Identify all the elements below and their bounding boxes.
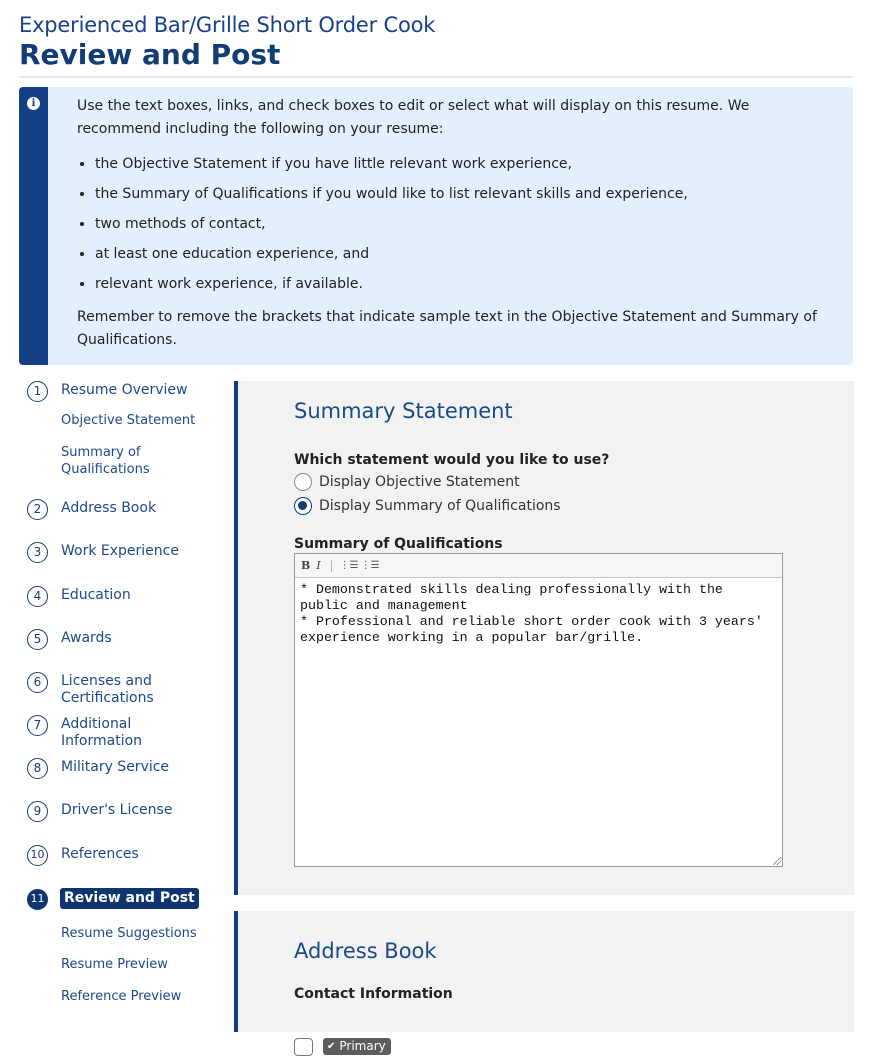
italic-button[interactable]: I [316, 559, 321, 572]
info-alert-content [77, 95, 827, 352]
radio-button[interactable] [294, 473, 312, 491]
step-number: 11 [27, 889, 48, 910]
resize-handle-icon[interactable] [773, 857, 781, 865]
info-icon: i [27, 97, 40, 110]
summary-rich-text-editor[interactable] [294, 553, 783, 867]
bullet-list-icon[interactable]: ⋮☰ [339, 560, 359, 571]
job-title: Experienced Bar/Grille Short Order Cook [19, 13, 436, 37]
step-number: 1 [27, 381, 48, 402]
info-bullet: • the Summary of Qualifications if you would like to list relevant skills and experience, [95, 183, 827, 206]
step-label: Driver's License [61, 802, 173, 818]
nav-sub-resume-preview[interactable]: Resume Preview [61, 957, 168, 972]
toolbar-separator [331, 560, 332, 572]
nav-sub-reference-preview[interactable]: Reference Preview [61, 989, 182, 1004]
step-label: Address Book [61, 500, 157, 516]
info-bullet-list [77, 153, 827, 296]
radio-objective-statement[interactable] [294, 473, 520, 491]
radio-summary-of-qualifications[interactable] [294, 497, 561, 515]
editor-toolbar [295, 554, 782, 578]
step-number: 6 [27, 672, 48, 693]
nav-sub-objective-statement[interactable]: Objective Statement [61, 413, 196, 428]
address-book-title: Address Book [294, 939, 437, 963]
info-intro: Use the text boxes, links, and check boxes to edit or select what will display on this resume. We recommend including the following on your resume: [77, 98, 750, 137]
step-label: Awards [61, 630, 112, 646]
nav-step-education[interactable] [27, 586, 131, 607]
nav-step-work-experience[interactable] [27, 542, 179, 563]
statement-question: Which statement would you like to use? [294, 452, 610, 468]
step-label: Work Experience [61, 543, 179, 559]
nav-sub-resume-suggestions[interactable]: Resume Suggestions [61, 926, 197, 941]
radio-button-selected[interactable] [294, 497, 312, 515]
info-bullet: • two methods of contact, [95, 213, 827, 236]
nav-step-additional-information[interactable] [27, 715, 171, 750]
resume-steps-nav [19, 380, 219, 1032]
info-outro: Remember to remove the brackets that indicate sample text in the Objective Statement and Summary of Qualifications. [77, 309, 817, 348]
nav-step-military-service[interactable] [27, 758, 169, 779]
nav-step-review-and-post[interactable] [27, 889, 199, 910]
info-alert-bar [19, 87, 48, 365]
page-title: Review and Post [19, 38, 281, 71]
nav-step-licenses-certifications[interactable] [27, 672, 171, 707]
info-bullet: • the Objective Statement if you have little relevant work experience, [95, 153, 827, 176]
bold-button[interactable]: B [301, 559, 311, 572]
contact-information-label: Contact Information [294, 986, 453, 1002]
numbered-list-icon[interactable]: ⋮☰ [360, 560, 380, 571]
step-number: 4 [27, 586, 48, 607]
primary-badge [323, 1038, 391, 1055]
step-label: Additional Information [61, 716, 143, 749]
summary-statement-title: Summary Statement [294, 399, 513, 423]
step-label: Resume Overview [61, 382, 188, 398]
nav-step-references[interactable] [27, 845, 139, 866]
address-book-panel [234, 911, 854, 1053]
info-bullet: • at least one education experience, and [95, 243, 827, 266]
nav-step-address-book[interactable] [27, 499, 156, 520]
contact-checkbox[interactable] [294, 1038, 313, 1056]
step-label: Review and Post [60, 888, 199, 909]
nav-sub-summary-of-qualifications[interactable]: Summary of Qualifications [61, 445, 150, 477]
header-divider [19, 76, 853, 78]
step-number: 2 [27, 499, 48, 520]
step-label: Military Service [61, 759, 170, 775]
step-number: 3 [27, 542, 48, 563]
radio-label: Display Objective Statement [319, 474, 520, 490]
nav-step-awards[interactable] [27, 629, 112, 650]
step-number: 10 [27, 845, 48, 866]
page-header [19, 10, 853, 72]
step-label: Education [61, 587, 131, 603]
nav-step-drivers-license[interactable] [27, 801, 172, 822]
checkmark-icon: ✔ [327, 1041, 336, 1052]
info-alert [19, 87, 853, 365]
step-number: 9 [27, 801, 48, 822]
nav-step-resume-overview[interactable] [27, 381, 188, 402]
step-number: 8 [27, 758, 48, 779]
step-label: Licenses and Certifications [61, 673, 154, 706]
step-number: 7 [27, 715, 48, 736]
summary-statement-panel [234, 381, 854, 895]
radio-label: Display Summary of Qualifications [319, 498, 561, 514]
step-number: 5 [27, 629, 48, 650]
info-bullet: • relevant work experience, if available. [95, 273, 827, 296]
summary-text-area[interactable]: * Demonstrated skills dealing professionally with the public and management * Professional and reliable short order cook with 3 years' experience working in a popular bar/grille. [300, 582, 763, 645]
step-label: References [61, 846, 139, 862]
badge-label: Primary [339, 1039, 386, 1053]
summary-field-label: Summary of Qualifications [294, 536, 503, 552]
